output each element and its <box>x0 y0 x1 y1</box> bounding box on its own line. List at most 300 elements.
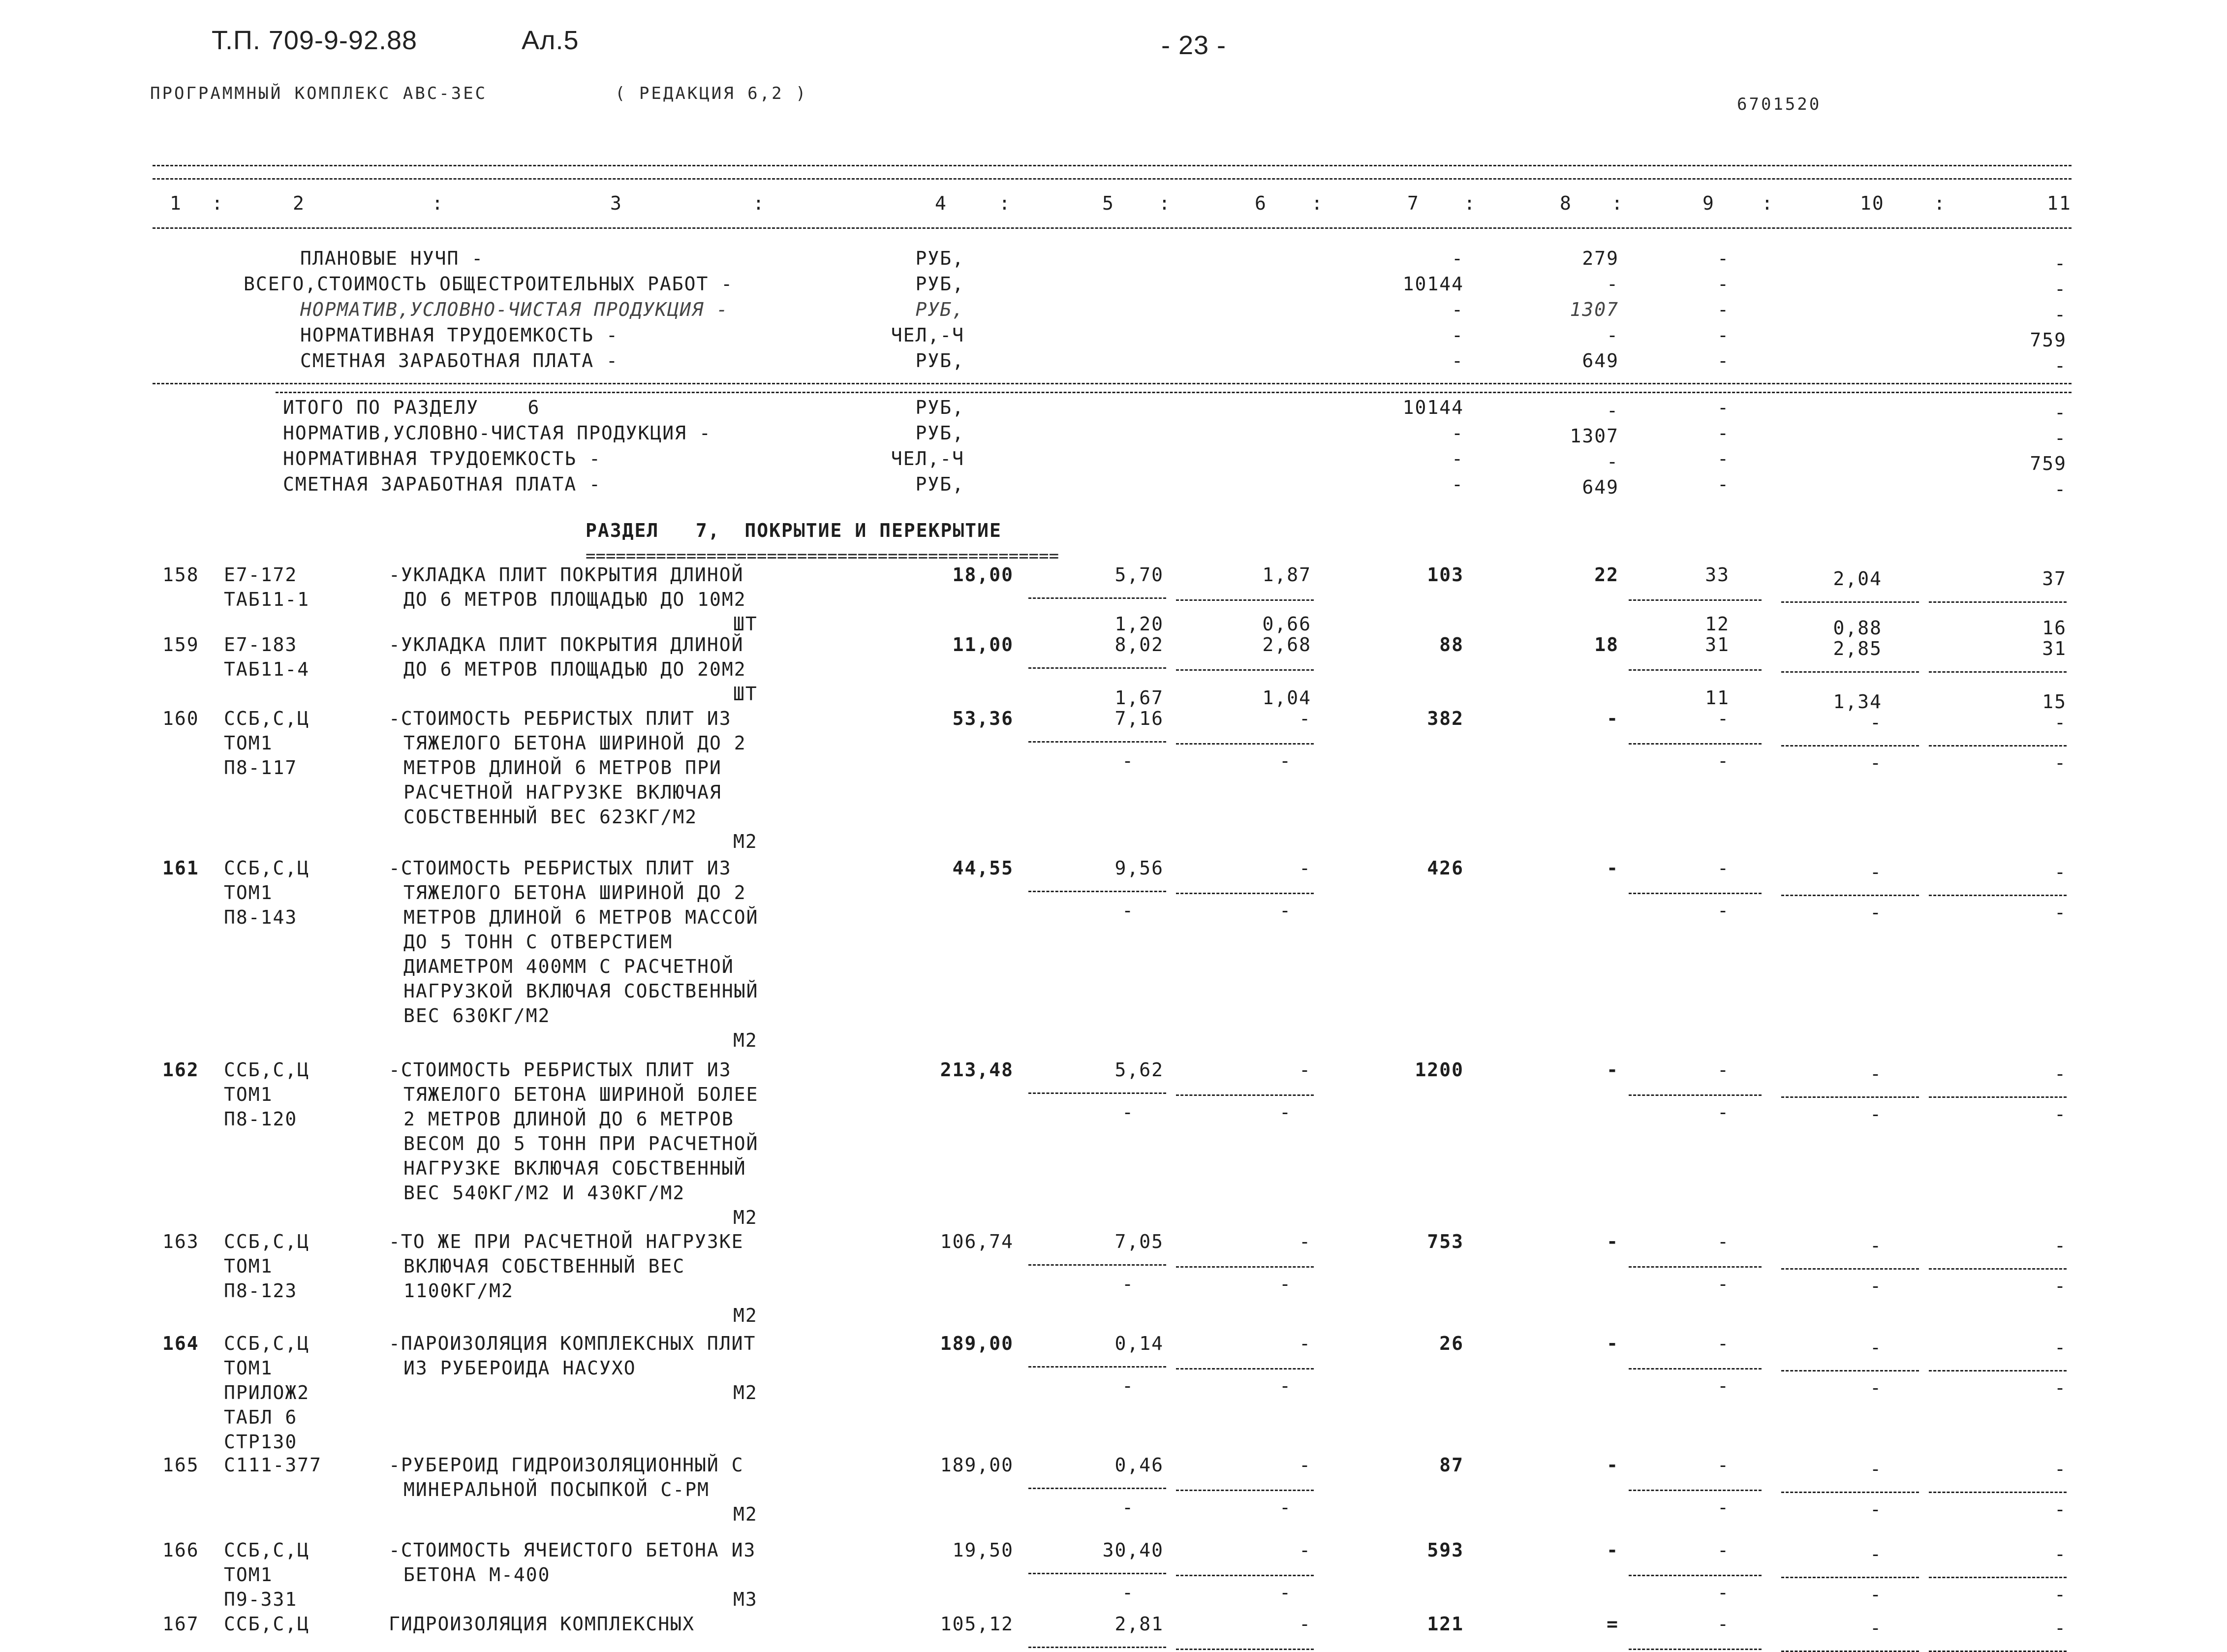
column-separator: : <box>1762 192 1774 214</box>
cell-divider <box>1781 1577 1919 1578</box>
col9-lower: 11 <box>1705 687 1730 709</box>
summary-unit: РУБ, <box>915 299 964 320</box>
total-cost: 87 <box>1439 1454 1464 1476</box>
cell-divider <box>1929 1577 2067 1578</box>
machine-wages: - <box>1279 750 1292 772</box>
col9-value: - <box>1717 857 1730 879</box>
work-description: СОБСТВЕННЫЙ ВЕС 623КГ/М2 <box>403 806 698 828</box>
col9-lower: - <box>1717 1101 1730 1123</box>
summary-label: ВСЕГО,СТОИМОСТЬ ОБЩЕСТРОИТЕЛЬНЫХ РАБОТ - <box>244 273 734 295</box>
total-label: СМЕТНАЯ ЗАРАБОТНАЯ ПЛАТА - <box>283 473 601 495</box>
work-description: ТЯЖЕЛОГО БЕТОНА ШИРИНОЙ ДО 2 <box>403 732 746 754</box>
unit-cost-wages: - <box>1299 1333 1311 1354</box>
total-col8: 649 <box>1582 476 1619 498</box>
machine-wages: - <box>1279 1582 1292 1603</box>
unit-cost-machine: - <box>1122 1375 1134 1397</box>
total-label: НОРМАТИВ,УСЛОВНО-ЧИСТАЯ ПРОДУКЦИЯ - <box>283 422 711 444</box>
work-description: -СТОИМОСТЬ РЕБРИСТЫХ ПЛИТ ИЗ <box>389 857 732 879</box>
summary-col7: - <box>1452 248 1464 269</box>
rate-code: ТОМ1 <box>224 1357 273 1379</box>
summary-divider-rule <box>153 383 2072 384</box>
rate-code: П8-120 <box>224 1108 298 1130</box>
total-cost: 593 <box>1427 1539 1464 1561</box>
unit-cost-machine: 1,20 <box>1114 613 1164 635</box>
unit-of-measure: ШТ <box>733 683 758 705</box>
cell-divider <box>1929 1492 2067 1493</box>
col9-lower: - <box>1717 1582 1730 1603</box>
unit-cost-machine: - <box>1122 1582 1134 1603</box>
table-header-bottom-rule <box>153 227 2072 229</box>
work-description: -СТОИМОСТЬ ЯЧЕИСТОГО БЕТОНА ИЗ <box>389 1539 756 1561</box>
cell-divider <box>1028 597 1166 599</box>
document-stamp-number: 6701520 <box>1737 94 1822 114</box>
col9-value: - <box>1717 1059 1730 1081</box>
cell-divider <box>1629 1266 1762 1268</box>
summary-col11: - <box>2054 304 2067 325</box>
table-top-rule-2 <box>153 178 2072 180</box>
column-separator: : <box>1464 192 1476 214</box>
total-cost: 103 <box>1427 564 1464 586</box>
cell-divider <box>1176 669 1314 671</box>
quantity: 11,00 <box>952 634 1014 655</box>
unit-cost-total: 9,56 <box>1114 857 1164 879</box>
cell-divider <box>1176 1575 1314 1576</box>
unit-cost-machine: - <box>1122 900 1134 921</box>
unit-of-measure: М2 <box>733 1029 758 1051</box>
total-label: НОРМАТИВНАЯ ТРУДОЕМКОСТЬ - <box>283 448 601 469</box>
rate-code: П9-331 <box>224 1589 298 1610</box>
cell-divider <box>1176 1490 1314 1491</box>
column-separator: : <box>1159 192 1171 214</box>
work-description: ВКЛЮЧАЯ СОБСТВЕННЫЙ ВЕС <box>403 1255 685 1277</box>
column-number-6: 6 <box>1255 192 1267 214</box>
cell-divider <box>1028 1647 1166 1648</box>
program-edition: ( РЕДАКЦИЯ 6,2 ) <box>615 84 808 103</box>
cell-divider <box>1629 1649 1762 1650</box>
unit-cost-wages: - <box>1299 1613 1311 1635</box>
rate-code: П8-123 <box>224 1280 298 1302</box>
unit-cost-total: 8,02 <box>1114 634 1164 655</box>
unit-of-measure: М2 <box>733 1382 758 1403</box>
total-wages: - <box>1607 1333 1619 1354</box>
total-cost: 753 <box>1427 1231 1464 1252</box>
col10-value: - <box>1870 861 1882 883</box>
column-separator: : <box>753 192 765 214</box>
unit-cost-machine: - <box>1122 1273 1134 1295</box>
col10-value: - <box>1870 1458 1882 1480</box>
summary-col8: - <box>1607 324 1619 346</box>
rate-code: ССБ,С,Ц <box>224 1613 310 1635</box>
row-number: 166 <box>162 1539 199 1561</box>
col10-lower: 1,34 <box>1833 691 1882 713</box>
rate-code: ТОМ1 <box>224 1564 273 1586</box>
rate-code: ТОМ1 <box>224 732 273 754</box>
summary-unit: РУБ, <box>915 248 964 269</box>
summary-col7: - <box>1452 299 1464 320</box>
rate-code: ТАБ11-4 <box>224 658 310 680</box>
summary-col9: - <box>1717 273 1730 295</box>
row-number: 164 <box>162 1333 199 1354</box>
cell-divider <box>1629 669 1762 671</box>
col9-lower: - <box>1717 1273 1730 1295</box>
total-col9: - <box>1717 422 1730 444</box>
total-col11: 759 <box>2030 453 2067 474</box>
work-description: ИЗ РУБЕРОИДА НАСУХО <box>403 1357 636 1379</box>
rate-code: ССБ,С,Ц <box>224 1231 310 1252</box>
total-col7: - <box>1452 473 1464 495</box>
col10-lower: - <box>1870 1377 1882 1399</box>
row-number: 158 <box>162 564 199 586</box>
column-number-4: 4 <box>935 192 947 214</box>
col11-value: 31 <box>2042 638 2067 659</box>
total-col9: - <box>1717 448 1730 469</box>
page-number: - 23 - <box>1161 31 1227 60</box>
summary-unit: РУБ, <box>915 273 964 295</box>
summary-col9: - <box>1717 350 1730 372</box>
rate-code: С111-377 <box>224 1454 322 1476</box>
col9-value: - <box>1717 1613 1730 1635</box>
column-number-10: 10 <box>1860 192 1885 214</box>
summary-col9: - <box>1717 299 1730 320</box>
unit-cost-machine: 1,67 <box>1114 687 1164 709</box>
unit-cost-wages: 1,87 <box>1262 564 1311 586</box>
rate-code: ССБ,С,Ц <box>224 708 310 729</box>
cell-divider <box>1028 1573 1166 1574</box>
summary-col9: - <box>1717 248 1730 269</box>
cell-divider <box>1629 743 1762 745</box>
column-number-3: 3 <box>610 192 622 214</box>
work-description: -УКЛАДКА ПЛИТ ПОКРЫТИЯ ДЛИНОЙ <box>389 564 744 586</box>
cell-divider <box>1781 1096 1919 1098</box>
column-number-11: 11 <box>2047 192 2072 214</box>
cell-divider <box>1929 1370 2067 1371</box>
unit-cost-total: 5,62 <box>1114 1059 1164 1081</box>
cell-divider <box>1028 1366 1166 1368</box>
total-wages: = <box>1607 1613 1619 1635</box>
summary-label: ПЛАНОВЫЕ НУЧП - <box>300 248 484 269</box>
column-separator: : <box>212 192 224 214</box>
summary-col7: - <box>1452 350 1464 372</box>
summary-col8: 279 <box>1582 248 1619 269</box>
unit-cost-machine: - <box>1122 1101 1134 1123</box>
cell-divider <box>1629 1490 1762 1491</box>
cell-divider <box>1781 1370 1919 1371</box>
cell-divider <box>1781 1268 1919 1270</box>
total-col7: 10144 <box>1402 397 1464 418</box>
work-description: ВЕС 630КГ/М2 <box>403 1005 551 1027</box>
rate-code: СТР130 <box>224 1431 298 1453</box>
col11-value: - <box>2054 1063 2067 1085</box>
col9-value: - <box>1717 1454 1730 1476</box>
unit-of-measure: М2 <box>733 1207 758 1228</box>
machine-wages: - <box>1279 1101 1292 1123</box>
rate-code: ССБ,С,Ц <box>224 1333 310 1354</box>
cell-divider <box>1929 601 2067 603</box>
total-unit: РУБ, <box>915 397 964 418</box>
total-cost: 121 <box>1427 1613 1464 1635</box>
total-unit: ЧЕЛ,-Ч <box>891 448 964 469</box>
column-number-9: 9 <box>1702 192 1715 214</box>
col11-value: - <box>2054 1543 2067 1565</box>
work-description: ТЯЖЕЛОГО БЕТОНА ШИРИНОЙ ДО 2 <box>403 882 746 904</box>
total-col7: - <box>1452 422 1464 444</box>
total-cost: 88 <box>1439 634 1464 655</box>
row-number: 161 <box>162 857 199 879</box>
col11-lower: - <box>2054 1377 2067 1399</box>
summary-label: НОРМАТИВНАЯ ТРУДОЕМКОСТЬ - <box>300 324 619 346</box>
total-col11: - <box>2054 478 2067 500</box>
total-cost: 426 <box>1427 857 1464 879</box>
col9-value: - <box>1717 708 1730 729</box>
work-description: 1100КГ/М2 <box>403 1280 514 1302</box>
unit-cost-machine: - <box>1122 750 1134 772</box>
cell-divider <box>1176 743 1314 745</box>
col9-value: 33 <box>1705 564 1730 586</box>
summary-col8: - <box>1607 273 1619 295</box>
summary-col8: 649 <box>1582 350 1619 372</box>
total-col9: - <box>1717 397 1730 418</box>
cell-divider <box>1176 599 1314 601</box>
summary-col8: 1307 <box>1570 299 1619 320</box>
col9-lower: - <box>1717 750 1730 772</box>
summary-label: НОРМАТИВ,УСЛОВНО-ЧИСТАЯ ПРОДУКЦИЯ - <box>300 299 729 320</box>
col9-lower: - <box>1717 1375 1730 1397</box>
rate-code: Е7-172 <box>224 564 298 586</box>
work-description: НАГРУЗКЕ ВКЛЮЧАЯ СОБСТВЕННЫЙ <box>403 1157 746 1179</box>
quantity: 189,00 <box>940 1454 1014 1476</box>
quantity: 105,12 <box>940 1613 1014 1635</box>
rate-code: ТОМ1 <box>224 1255 273 1277</box>
work-description: ВЕС 540КГ/М2 И 430КГ/М2 <box>403 1182 685 1204</box>
summary-col11: 759 <box>2030 329 2067 351</box>
cell-divider <box>1781 671 1919 673</box>
summary-unit: РУБ, <box>915 350 964 372</box>
column-number-8: 8 <box>1560 192 1572 214</box>
total-unit: РУБ, <box>915 422 964 444</box>
work-description: 2 МЕТРОВ ДЛИНОЙ ДО 6 МЕТРОВ <box>403 1108 734 1130</box>
total-cost: 382 <box>1427 708 1464 729</box>
work-description: МИНЕРАЛЬНОЙ ПОСЫПКОЙ С-РМ <box>403 1479 710 1500</box>
work-description: -РУБЕРОИД ГИДРОИЗОЛЯЦИОННЫЙ С <box>389 1454 744 1476</box>
col11-value: 37 <box>2042 568 2067 590</box>
unit-cost-machine: - <box>1122 1496 1134 1518</box>
work-description: МЕТРОВ ДЛИНОЙ 6 МЕТРОВ МАССОЙ <box>403 906 759 928</box>
work-description: МЕТРОВ ДЛИНОЙ 6 МЕТРОВ ПРИ <box>403 757 722 779</box>
machine-wages: - <box>1279 1273 1292 1295</box>
unit-cost-wages: - <box>1299 1539 1311 1561</box>
unit-of-measure: М2 <box>733 831 758 852</box>
quantity: 53,36 <box>952 708 1014 729</box>
unit-cost-wages: - <box>1299 708 1311 729</box>
quantity: 189,00 <box>940 1333 1014 1354</box>
total-wages: 18 <box>1594 634 1619 655</box>
quantity: 106,74 <box>940 1231 1014 1252</box>
col10-value: - <box>1870 1063 1882 1085</box>
work-description: -СТОИМОСТЬ РЕБРИСТЫХ ПЛИТ ИЗ <box>389 708 732 729</box>
work-description: -СТОИМОСТЬ РЕБРИСТЫХ ПЛИТ ИЗ <box>389 1059 732 1081</box>
work-description: НАГРУЗКОЙ ВКЛЮЧАЯ СОБСТВЕННЫЙ <box>403 980 759 1002</box>
work-description: ДО 6 МЕТРОВ ПЛОЩАДЬЮ ДО 20М2 <box>403 658 746 680</box>
total-wages: - <box>1607 708 1619 729</box>
col9-value: - <box>1717 1539 1730 1561</box>
column-separator: : <box>999 192 1011 214</box>
cell-divider <box>1781 895 1919 896</box>
cell-divider <box>1028 1092 1166 1094</box>
total-wages: - <box>1607 1231 1619 1252</box>
unit-cost-wages: - <box>1299 857 1311 879</box>
rate-code: ПРИЛОЖ2 <box>224 1382 310 1403</box>
work-description: ДИАМЕТРОМ 400ММ С РАСЧЕТНОЙ <box>403 956 734 977</box>
row-number: 165 <box>162 1454 199 1476</box>
unit-of-measure: М3 <box>733 1589 758 1610</box>
rate-code: ТОМ1 <box>224 1084 273 1105</box>
cell-divider <box>1781 745 1919 747</box>
work-description: ТЯЖЕЛОГО БЕТОНА ШИРИНОЙ БОЛЕЕ <box>403 1084 759 1105</box>
total-col11: - <box>2054 402 2067 423</box>
col9-lower: 12 <box>1705 613 1730 635</box>
col9-value: 31 <box>1705 634 1730 655</box>
col11-lower: - <box>2054 1275 2067 1297</box>
rate-code: ССБ,С,Ц <box>224 857 310 879</box>
column-separator: : <box>432 192 444 214</box>
rate-code: ССБ,С,Ц <box>224 1539 310 1561</box>
cell-divider <box>1028 1488 1166 1489</box>
col10-lower: - <box>1870 1584 1882 1605</box>
unit-cost-total: 0,46 <box>1114 1454 1164 1476</box>
unit-of-measure: М2 <box>733 1305 758 1326</box>
unit-cost-total: 2,81 <box>1114 1613 1164 1635</box>
total-cost: 1200 <box>1415 1059 1464 1081</box>
col10-value: 2,85 <box>1833 638 1882 659</box>
cell-divider <box>1028 1264 1166 1266</box>
cell-divider <box>1176 893 1314 894</box>
col9-lower: - <box>1717 1496 1730 1518</box>
rate-code: Е7-183 <box>224 634 298 655</box>
total-col8: - <box>1607 451 1619 472</box>
summary-col7: - <box>1452 324 1464 346</box>
col10-value: - <box>1870 1235 1882 1256</box>
quantity: 19,50 <box>952 1539 1014 1561</box>
work-description: ДО 5 ТОНН С ОТВЕРСТИЕМ <box>403 931 673 953</box>
rate-code: ТОМ1 <box>224 882 273 904</box>
cell-divider <box>1929 745 2067 747</box>
column-number-7: 7 <box>1407 192 1420 214</box>
album-label: Ал.5 <box>522 26 579 55</box>
cell-divider <box>1781 1492 1919 1493</box>
summary-col9: - <box>1717 324 1730 346</box>
row-number: 160 <box>162 708 199 729</box>
unit-cost-wages: - <box>1299 1231 1311 1252</box>
col10-lower: - <box>1870 1103 1882 1125</box>
col9-lower: - <box>1717 900 1730 921</box>
summary-label: СМЕТНАЯ ЗАРАБОТНАЯ ПЛАТА - <box>300 350 619 372</box>
col10-lower: - <box>1870 1275 1882 1297</box>
total-col11: - <box>2054 427 2067 449</box>
cell-divider <box>1929 671 2067 673</box>
unit-cost-total: 0,14 <box>1114 1333 1164 1354</box>
total-wages: - <box>1607 857 1619 879</box>
work-description: БЕТОНА М-400 <box>403 1564 551 1586</box>
unit-cost-total: 30,40 <box>1102 1539 1164 1561</box>
cell-divider <box>1176 1649 1314 1650</box>
row-number: 163 <box>162 1231 199 1252</box>
column-separator: : <box>1311 192 1324 214</box>
column-number-1: 1 <box>170 192 182 214</box>
cell-divider <box>1176 1368 1314 1370</box>
cell-divider <box>1629 1575 1762 1576</box>
summary-col11: - <box>2054 252 2067 274</box>
col11-lower: - <box>2054 1103 2067 1125</box>
unit-cost-wages: - <box>1299 1454 1311 1476</box>
quantity: 213,48 <box>940 1059 1014 1081</box>
unit-cost-total: 5,70 <box>1114 564 1164 586</box>
total-col8: 1307 <box>1570 425 1619 447</box>
cell-divider <box>1629 599 1762 601</box>
total-wages: 22 <box>1594 564 1619 586</box>
col10-lower: 0,88 <box>1833 617 1882 639</box>
rate-code: П8-117 <box>224 757 298 779</box>
section-title-underline: =============================================== <box>586 546 1059 566</box>
col11-lower: - <box>2054 1584 2067 1605</box>
total-cost: 26 <box>1439 1333 1464 1354</box>
col11-lower: - <box>2054 1498 2067 1520</box>
machine-wages: - <box>1279 1375 1292 1397</box>
doc-code: Т.П. 709-9-92.88 <box>212 26 418 55</box>
cell-divider <box>1028 667 1166 669</box>
work-description: -УКЛАДКА ПЛИТ ПОКРЫТИЯ ДЛИНОЙ <box>389 634 744 655</box>
unit-of-measure: ШТ <box>733 613 758 635</box>
rate-code: ССБ,С,Ц <box>224 1059 310 1081</box>
col10-lower: - <box>1870 752 1882 774</box>
cell-divider <box>1629 1094 1762 1096</box>
cell-divider <box>1929 895 2067 896</box>
cell-divider <box>1028 741 1166 743</box>
summary-divider-rule-2 <box>276 392 2072 393</box>
col10-lower: - <box>1870 1498 1882 1520</box>
col11-value: - <box>2054 1617 2067 1639</box>
rate-code: П8-143 <box>224 906 298 928</box>
cell-divider <box>1176 1266 1314 1268</box>
unit-of-measure: М2 <box>733 1503 758 1525</box>
rate-code: ТАБЛ 6 <box>224 1406 298 1428</box>
col10-value: - <box>1870 1337 1882 1358</box>
col11-lower: - <box>2054 902 2067 923</box>
work-description: РАСЧЕТНОЙ НАГРУЗКЕ ВКЛЮЧАЯ <box>403 781 722 803</box>
total-col7: - <box>1452 448 1464 469</box>
col11-value: - <box>2054 1337 2067 1358</box>
col10-value: - <box>1870 712 1882 733</box>
machine-wages: 0,66 <box>1262 613 1311 635</box>
unit-cost-wages: 2,68 <box>1262 634 1311 655</box>
cell-divider <box>1629 893 1762 894</box>
cell-divider <box>1629 1368 1762 1370</box>
column-separator: : <box>1611 192 1624 214</box>
col11-value: - <box>2054 1235 2067 1256</box>
total-col9: - <box>1717 473 1730 495</box>
cell-divider <box>1929 1268 2067 1270</box>
quantity: 18,00 <box>952 564 1014 586</box>
col11-lower: - <box>2054 752 2067 774</box>
summary-col11: - <box>2054 278 2067 300</box>
column-separator: : <box>1934 192 1946 214</box>
summary-unit: ЧЕЛ,-Ч <box>891 324 964 346</box>
table-top-rule <box>153 165 2072 166</box>
section-7-title: РАЗДЕЛ 7, ПОКРЫТИЕ И ПЕРЕКРЫТИЕ <box>586 520 1002 541</box>
total-wages: - <box>1607 1059 1619 1081</box>
machine-wages: - <box>1279 900 1292 921</box>
program-name: ПРОГРАММНЫЙ КОМПЛЕКС АВС-3ЕС <box>150 84 488 103</box>
row-number: 167 <box>162 1613 199 1635</box>
